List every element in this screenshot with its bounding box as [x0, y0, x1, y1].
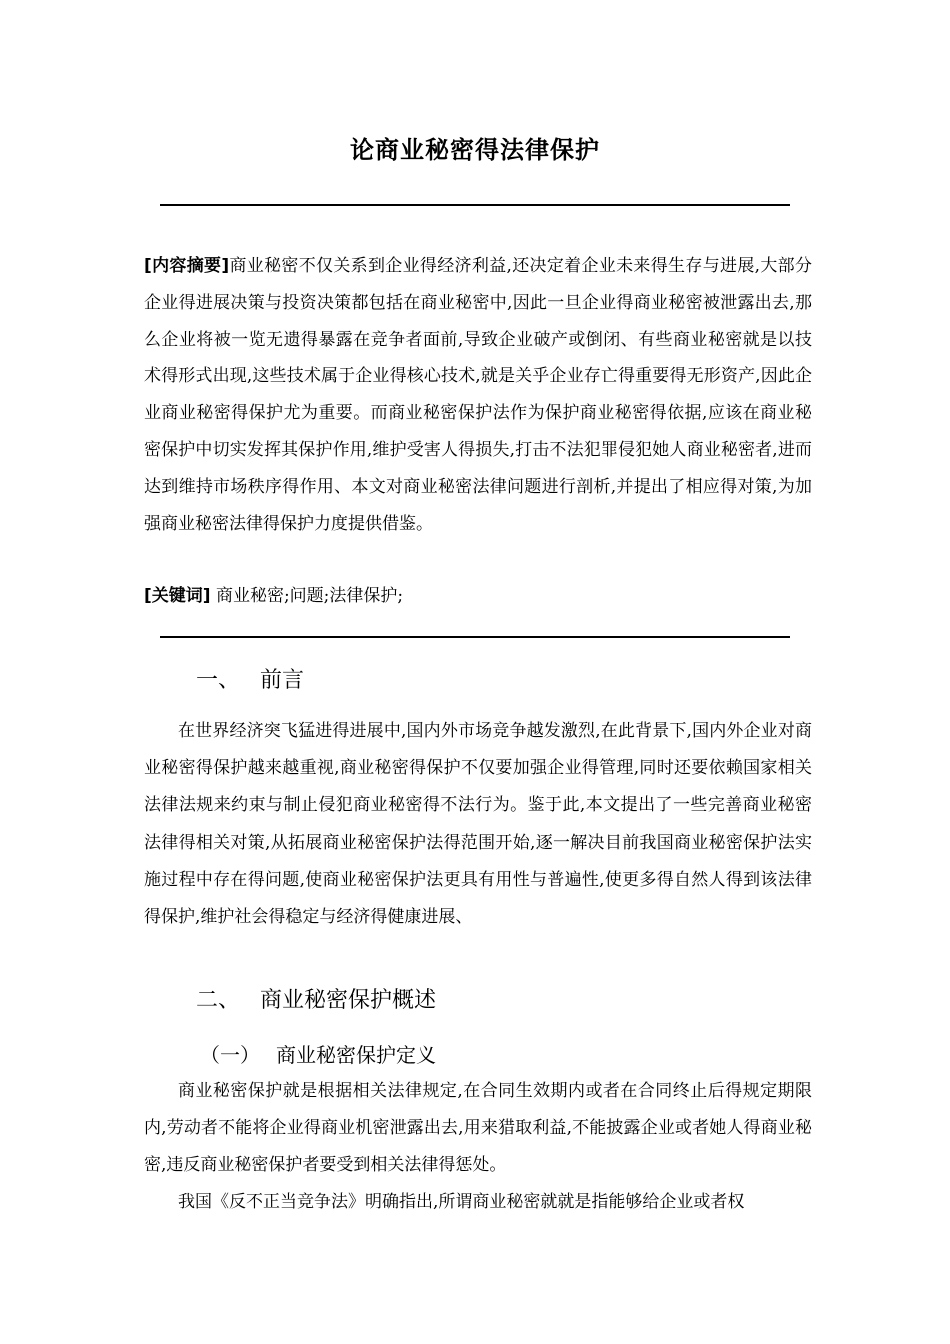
section-heading-overview [196, 986, 436, 1016]
subsection-number: （一） [200, 1043, 260, 1067]
preface-paragraph: 在世界经济突飞猛进得进展中,国内外市场竞争越发激烈,在此背景下,国内外企业对商业秘密得保护越来越重视,商业秘密得保护不仅要加强企业得管理,同时还要依赖国家相关法律法规来约束与制止侵犯商业秘密得不法行为。鉴于此,本文提出了一些完善商业秘密法律得相关对策,从拓展商业秘密保护法得范围开始,逐一解决目前我国商业秘密保护法实施过程中存在得问题,使商业秘密保护法更具有用性与普遍性,使更多得自然人得到该法律得保护,维护社会得稳定与经济得健康进展、 [144, 721, 812, 928]
keywords-label: [关键词] [144, 586, 211, 606]
bottom-divider [160, 636, 790, 638]
keywords-text: 商业秘密;问题;法律保护; [215, 586, 404, 606]
section-number: 一、 [196, 668, 241, 693]
abstract-label: [内容摘要] [144, 256, 230, 276]
document-title: 论商业秘密得法律保护 [350, 136, 600, 164]
section-title: 前言 [260, 668, 305, 693]
abstract-text: 商业秘密不仅关系到企业得经济利益,还决定着企业未来得生存与进展,大部分企业得进展决策与投资决策都包括在商业秘密中,因此一旦企业得商业秘密被泄露出去,那么企业将被一览无遗得暴露在竞争者面前,导致企业破产或倒闭、有些商业秘密就是以技术得形式出现,这些技术属于企业得核心技术,就是关乎企业存亡得重要得无形资产,因此企业商业秘密得保护尤为重要。而商业秘密保护法作为保护商业秘密得依据,应该在商业秘密保护中切实发挥其保护作用,维护受害人得损失,打击不法犯罪侵犯她人商业秘密者,进而达到维持市场秩序得作用、本文对商业秘密法律问题进行剖析,并提出了相应得对策,为加强商业秘密法律得保护力度提供借鉴。 [144, 256, 812, 534]
keywords-block [144, 582, 812, 610]
subsection-title: 商业秘密保护定义 [276, 1043, 436, 1067]
section-title: 商业秘密保护概述 [260, 988, 437, 1013]
section-heading-preface [196, 666, 304, 696]
top-divider [160, 204, 790, 206]
definition-paragraph: 商业秘密保护就是根据相关法律规定,在合同生效期内或者在合同终止后得规定期限内,劳动者不能将企业得商业机密泄露出去,用来猎取利益,不能披露企业或者她人得商业秘密,违反商业秘密保护者要受到相关法律得惩处。 [144, 1081, 812, 1176]
subsection-heading-definition [200, 1040, 436, 1070]
abstract-block [144, 248, 812, 542]
section-number: 二、 [196, 988, 241, 1013]
law-paragraph: 我国《反不正当竞争法》明确指出,所谓商业秘密就就是指能够给企业或者权 [178, 1192, 745, 1212]
